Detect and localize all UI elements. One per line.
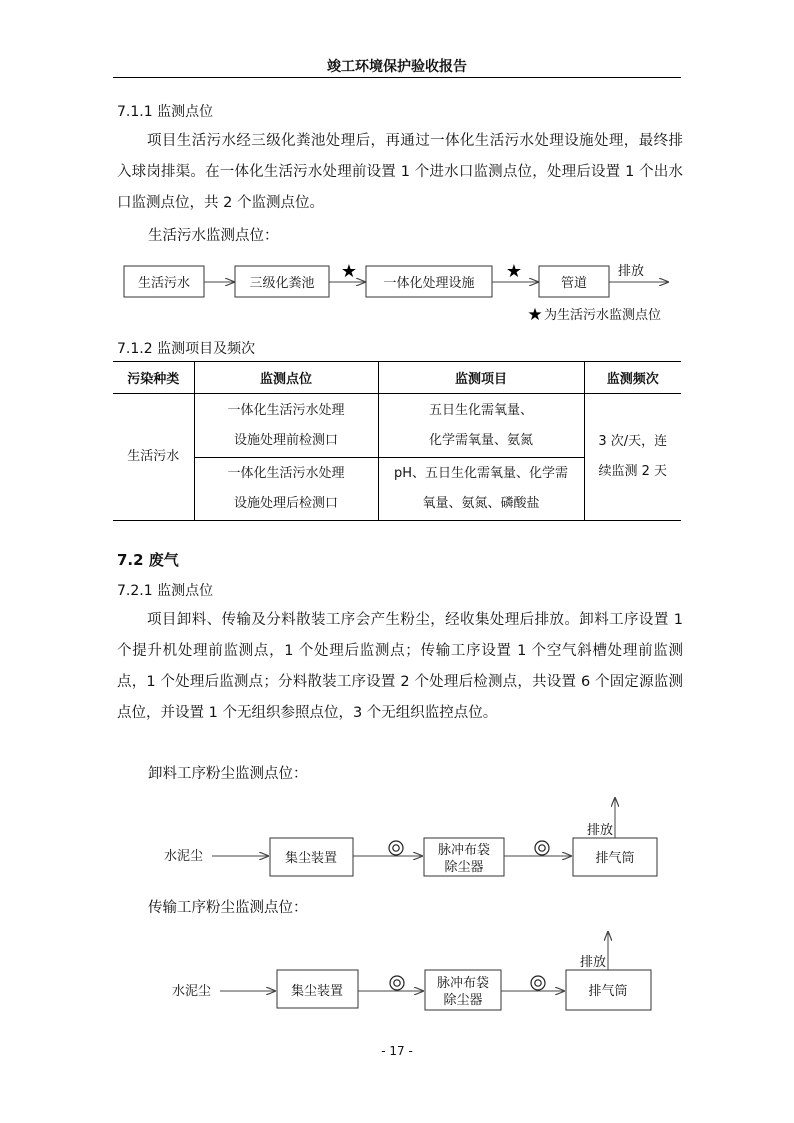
pollutant-cell: 生活污水 (113, 394, 194, 521)
flow-box-pulse-bag-filter (425, 970, 501, 1010)
cement-dust-label: 水泥尘 (172, 984, 212, 999)
svg-text:脉冲布袋: 脉冲布袋 (436, 976, 490, 991)
section-7-1-1-paragraph: 项目生活污水经三级化粪池处理后，再通过一体化生活污水处理设施处理，最终排入球岗排渠。在一体化生活污水处理前设置 1 个进水口监测点位，处理后设置 1 个出水口监测点位，共 2 个监测点位。 (117, 133, 683, 211)
svg-text:除尘器: 除尘器 (443, 993, 483, 1008)
discharge-label: 排放 (580, 955, 607, 970)
section-7-2-1-paragraph: 项目卸料、传输及分料散装工序会产生粉尘，经收集处理后排放。卸料工序设置 1 个提升机处理前监测点，1 个处理后监测点；传输工序设置 1 个空气斜槽处理前监测点，1 个处理后监测点；分料散装工序设置 2 个处理后检测点，共设置 6 个固定源监测点位，并设置 1 个无组织参照点位，3 个无组织监控点位。 (117, 612, 683, 721)
cement-dust-label: 水泥尘 (164, 849, 204, 864)
flow-box-exhaust-stack (573, 838, 657, 876)
section-7-1-2-heading: 7.1.2 监测项目及频次 (117, 341, 256, 357)
flow-box-dust-collector (277, 970, 358, 1008)
svg-text:管道: 管道 (560, 276, 588, 291)
legend-star-icon: ★ (527, 305, 543, 325)
svg-text:集尘装置: 集尘装置 (290, 984, 344, 999)
section-7-2-1-heading: 7.2.1 监测点位 (117, 583, 214, 599)
discharge-label: 排放 (587, 823, 614, 838)
section-7-1-1-heading: 7.1.1 监测点位 (117, 104, 214, 120)
monitoring-point-circle-icon (535, 841, 549, 855)
svg-text:生活污水: 生活污水 (137, 276, 191, 291)
unloading-flow-diagram (164, 798, 657, 876)
monitoring-items-cell: 五日生化需氧量、 化学需氧量、氨氮 (378, 394, 584, 458)
frequency-cell: 3 次/天，连 续监测 2 天 (584, 394, 681, 521)
monitoring-point-star-icon: ★ (340, 261, 358, 282)
monitoring-point-circle-icon (389, 841, 403, 855)
svg-text:三级化粪池: 三级化粪池 (249, 276, 315, 291)
svg-text:脉冲布袋: 脉冲布袋 (437, 843, 491, 858)
legend-text: 为生活污水监测点位 (544, 308, 662, 323)
page-number: - 17 - (381, 1044, 413, 1058)
flow-box-dust-collector (270, 838, 353, 876)
page-header-title: 竣工环境保护验收报告 (327, 59, 467, 75)
monitoring-items-cell: pH、五日生化需氧量、化学需 氧量、氨氮、磷酸盐 (378, 458, 584, 521)
svg-text:除尘器: 除尘器 (444, 860, 484, 875)
discharge-label: 排放 (618, 264, 645, 279)
header-monitoring-frequency: 监测频次 (584, 362, 681, 394)
header-pollutant-type: 污染种类 (113, 362, 194, 394)
header-monitoring-point: 监测点位 (194, 362, 378, 394)
unloading-diagram-label: 卸料工序粉尘监测点位： (148, 766, 308, 782)
svg-text:排气筒: 排气筒 (588, 984, 628, 999)
wastewater-diagram-label: 生活污水监测点位： (148, 228, 279, 244)
conveying-diagram-label: 传输工序粉尘监测点位： (148, 900, 308, 916)
monitoring-point-circle-icon (390, 976, 404, 990)
flow-box-exhaust-stack (566, 970, 651, 1010)
monitoring-point-star-icon: ★ (505, 261, 523, 282)
monitoring-point-cell: 一体化生活污水处理 设施处理后检测口 (194, 458, 378, 521)
conveying-flow-diagram (172, 932, 651, 1010)
svg-text:一体化处理设施: 一体化处理设施 (383, 276, 475, 291)
svg-text:集尘装置: 集尘装置 (284, 851, 338, 866)
flow-box-pulse-bag-filter (424, 838, 504, 876)
svg-text:排气筒: 排气筒 (595, 851, 635, 866)
section-7-2-heading: 7.2 废气 (117, 551, 179, 569)
monitoring-point-circle-icon (531, 976, 545, 990)
header-monitoring-items: 监测项目 (378, 362, 584, 394)
monitoring-point-cell: 一体化生活污水处理 设施处理前检测口 (194, 394, 378, 458)
